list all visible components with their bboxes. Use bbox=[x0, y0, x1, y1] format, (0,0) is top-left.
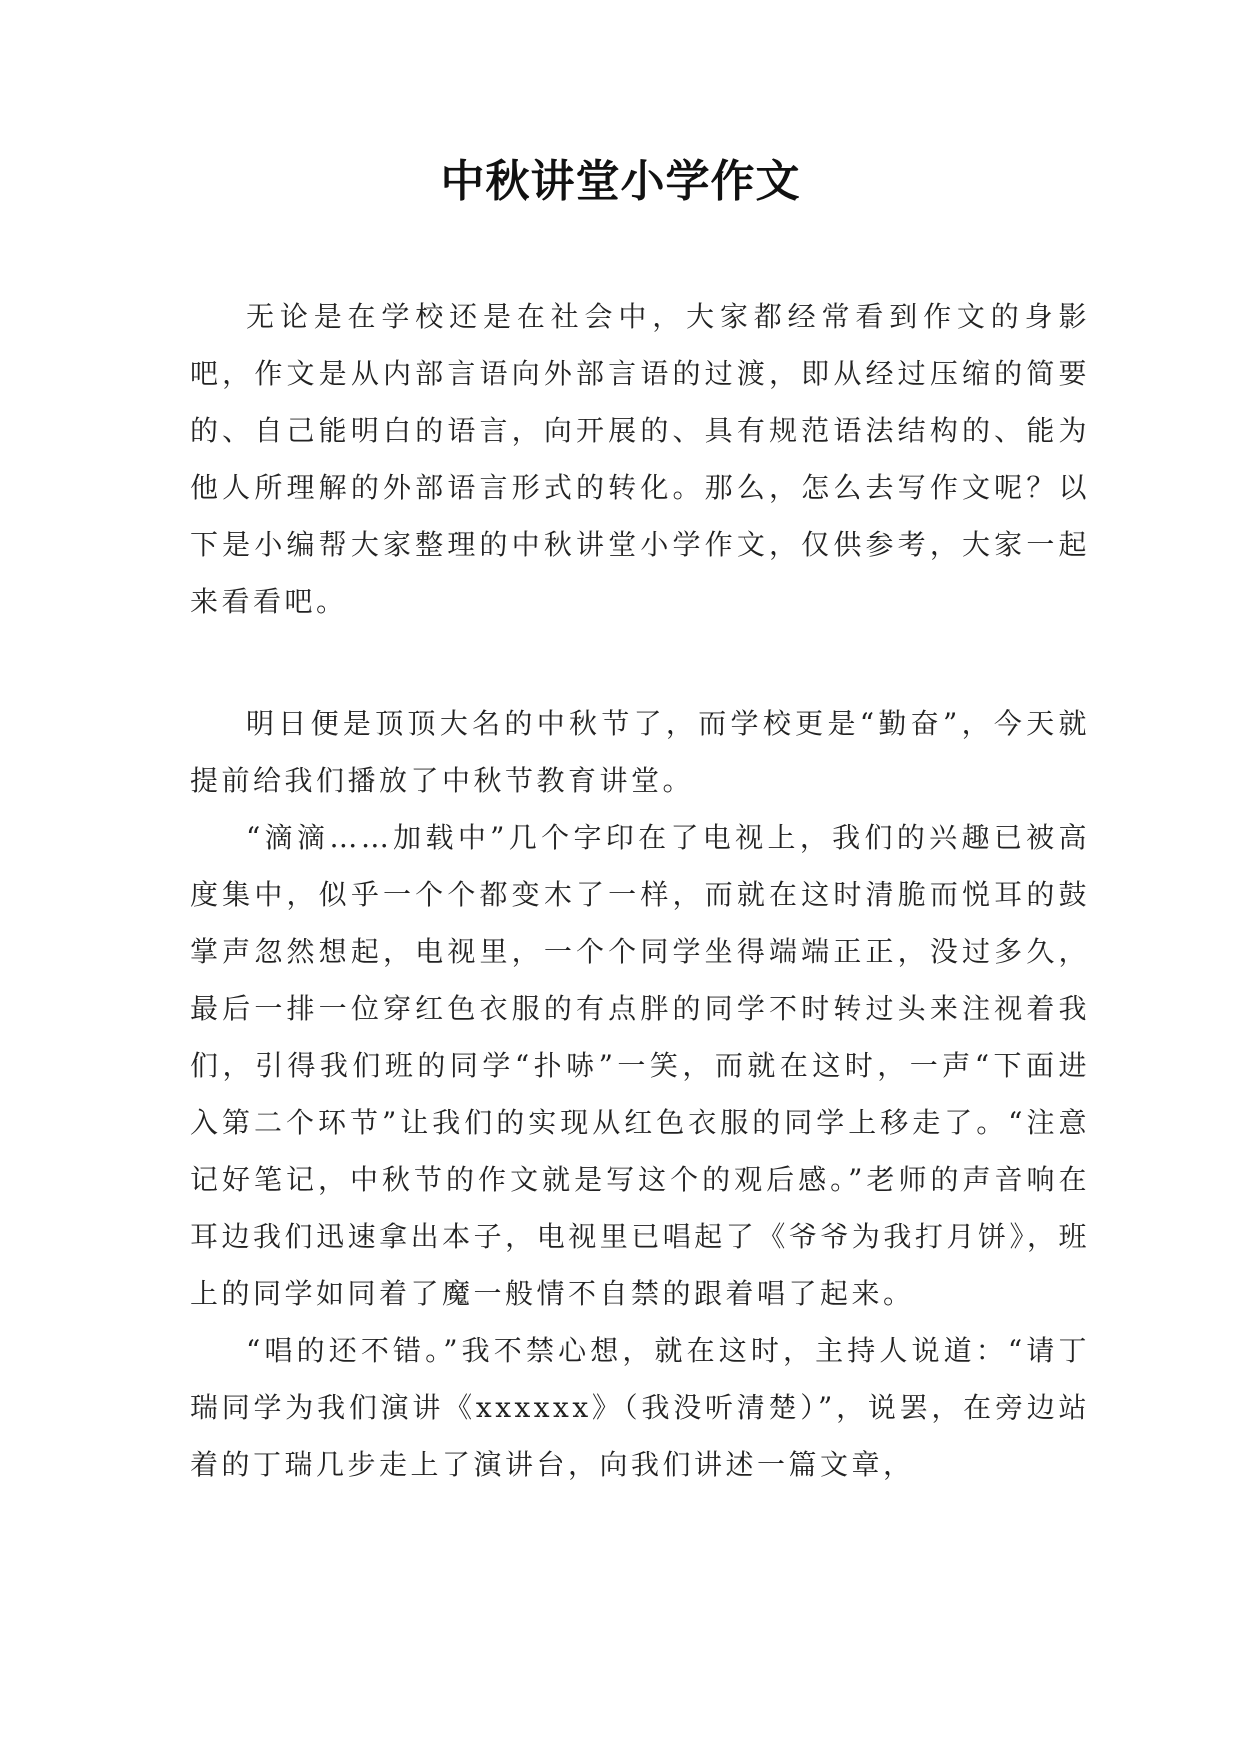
intro-section bbox=[190, 288, 1090, 630]
intro-paragraph: 无论是在学校还是在社会中，大家都经常看到作文的身影吧，作文是从内部言语向外部言语的过渡，即从经过压缩的简要的、自己能明白的语言，向开展的、具有规范语法结构的、能为他人所理解的外部语言形式的转化。那么，怎么去写作文呢？以下是小编帮大家整理的中秋讲堂小学作文，仅供参考，大家一起来看看吧。 bbox=[190, 300, 1090, 618]
essay-body bbox=[190, 695, 1090, 1493]
essay-paragraph-1: 明日便是顶顶大名的中秋节了，而学校更是“勤奋”，今天就提前给我们播放了中秋节教育讲堂。 bbox=[190, 707, 1090, 797]
essay-paragraph-2: “滴滴……加载中”几个字印在了电视上，我们的兴趣已被高度集中，似乎一个个都变木了一样，而就在这时清脆而悦耳的鼓掌声忽然想起，电视里，一个个同学坐得端端正正，没过多久，最后一排一位穿红色衣服的有点胖的同学不时转过头来注视着我们，引得我们班的同学“扑哧”一笑，而就在这时，一声“下面进入第二个环节”让我们的实现从红色衣服的同学上移走了。“注意记好笔记，中秋节的作文就是写这个的观后感。”老师的声音响在耳边我们迅速拿出本子，电视里已唱起了《爷爷为我打月饼》，班上的同学如同着了魔一般情不自禁的跟着唱了起来。 bbox=[190, 821, 1090, 1310]
essay-paragraph-3: “唱的还不错。”我不禁心想，就在这时，主持人说道：“请丁瑞同学为我们演讲《xxxxxx》（我没听清楚）”，说罢，在旁边站着的丁瑞几步走上了演讲台，向我们讲述一篇文章， bbox=[190, 1334, 1090, 1481]
document-title: 中秋讲堂小学作文 bbox=[440, 156, 801, 207]
